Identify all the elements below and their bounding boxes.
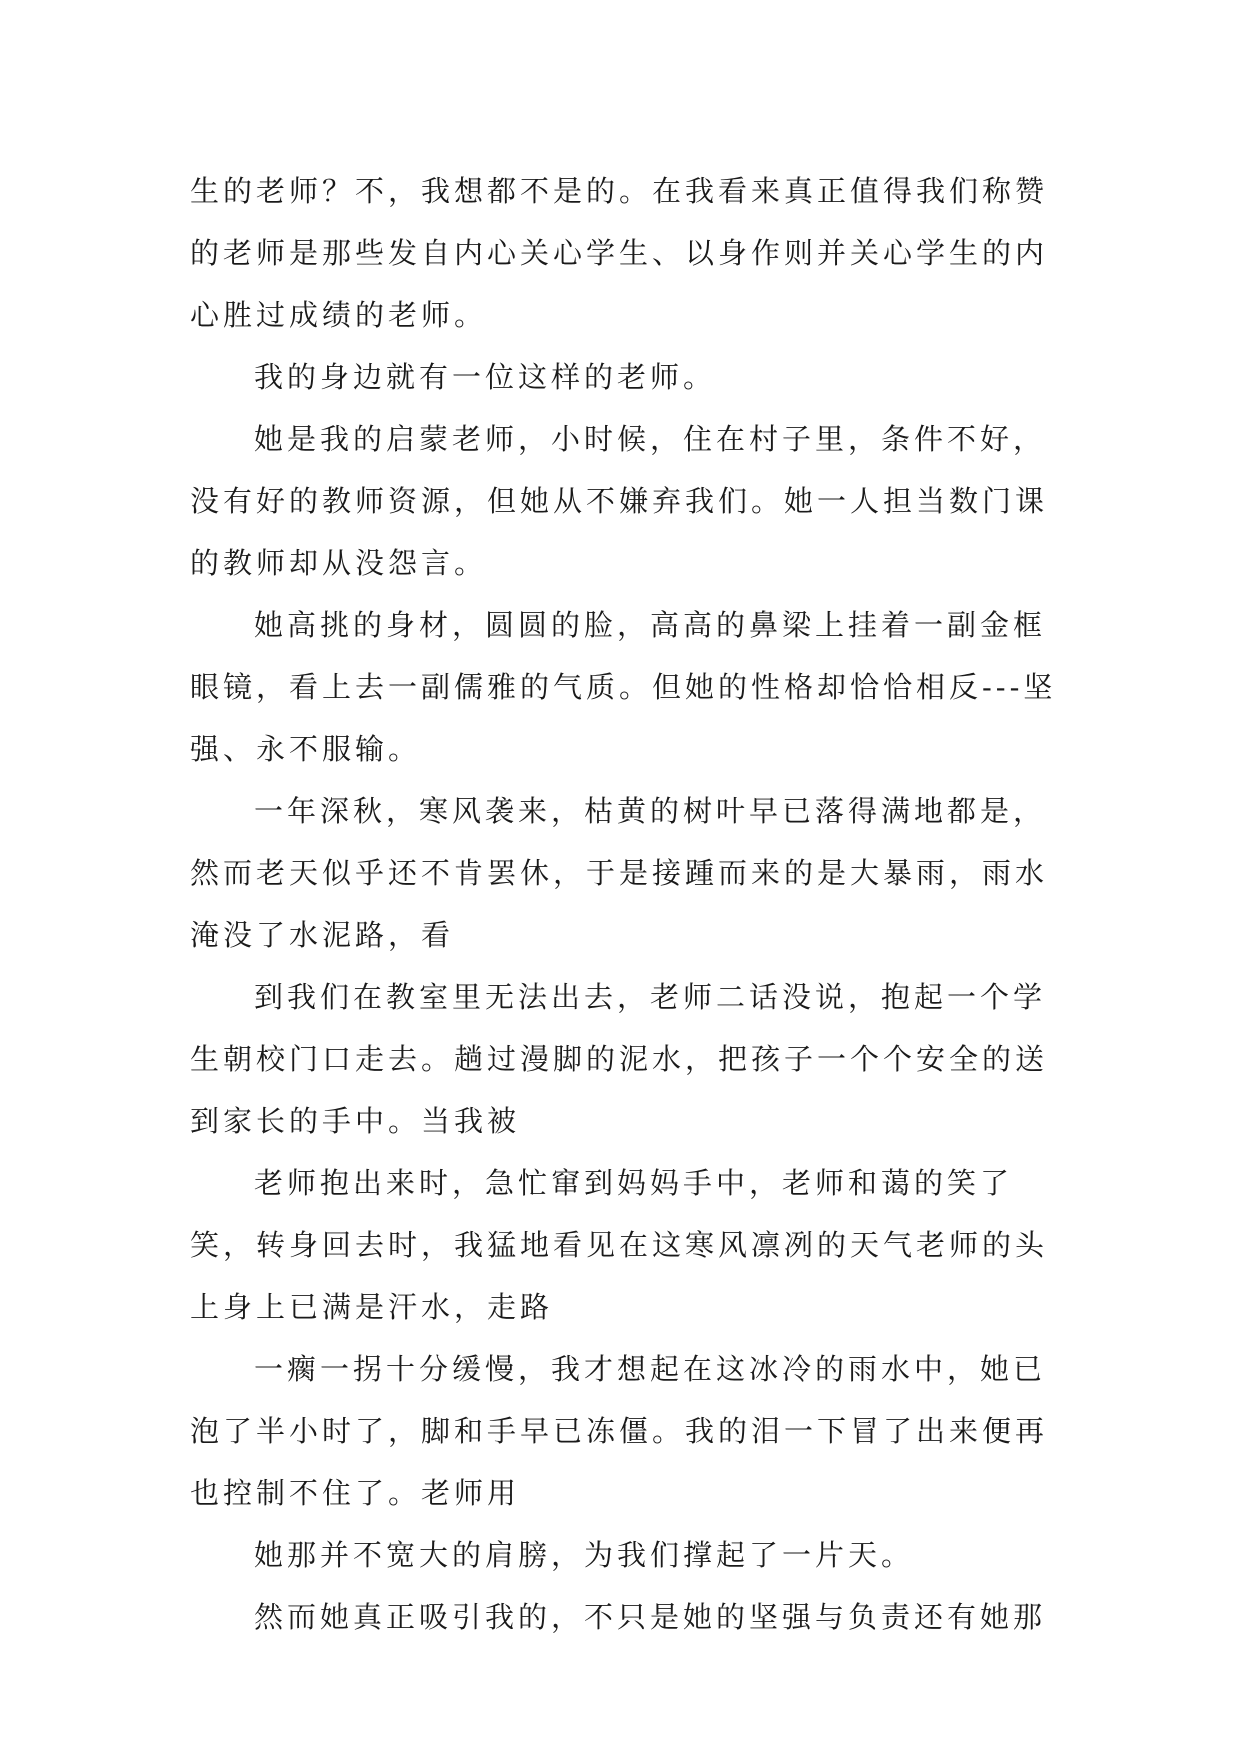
paragraph: 老师抱出来时，急忙窜到妈妈手中，老师和蔼的笑了笑，转身回去时，我猛地看见在这寒风凛冽的天气老师的头上身上已满是汗水，走路	[190, 1166, 1049, 1324]
paragraph: 她那并不宽大的肩膀，为我们撑起了一片天。	[254, 1538, 915, 1572]
paragraph: 她高挑的身材，圆圆的脸，高高的鼻梁上挂着一副金框眼镜，看上去一副儒雅的气质。但她的性格却恰恰相反---坚强、永不服输。	[190, 608, 1057, 766]
paragraph: 一瘸一拐十分缓慢，我才想起在这冰冷的雨水中，她已泡了半小时了，脚和手早已冻僵。我的泪一下冒了出来便再也控制不住了。老师用	[190, 1352, 1049, 1510]
paragraph: 我的身边就有一位这样的老师。	[254, 360, 717, 394]
paragraph: 生的老师？不，我想都不是的。在我看来真正值得我们称赞的老师是那些发自内心关心学生、以身作则并关心学生的内心胜过成绩的老师。	[190, 174, 1049, 332]
essay-body	[190, 160, 1070, 1648]
paragraph: 她是我的启蒙老师，小时候，住在村子里，条件不好，没有好的教师资源，但她从不嫌弃我们。她一人担当数门课的教师却从没怨言。	[190, 422, 1049, 580]
paragraph: 到我们在教室里无法出去，老师二话没说，抱起一个学生朝校门口走去。趟过漫脚的泥水，把孩子一个个安全的送到家长的手中。当我被	[190, 980, 1049, 1138]
paragraph: 一年深秋，寒风袭来，枯黄的树叶早已落得满地都是，然而老天似乎还不肯罢休，于是接踵而来的是大暴雨，雨水淹没了水泥路，看	[190, 794, 1049, 952]
paragraph: 然而她真正吸引我的，不只是她的坚强与负责还有她那	[254, 1600, 1047, 1634]
